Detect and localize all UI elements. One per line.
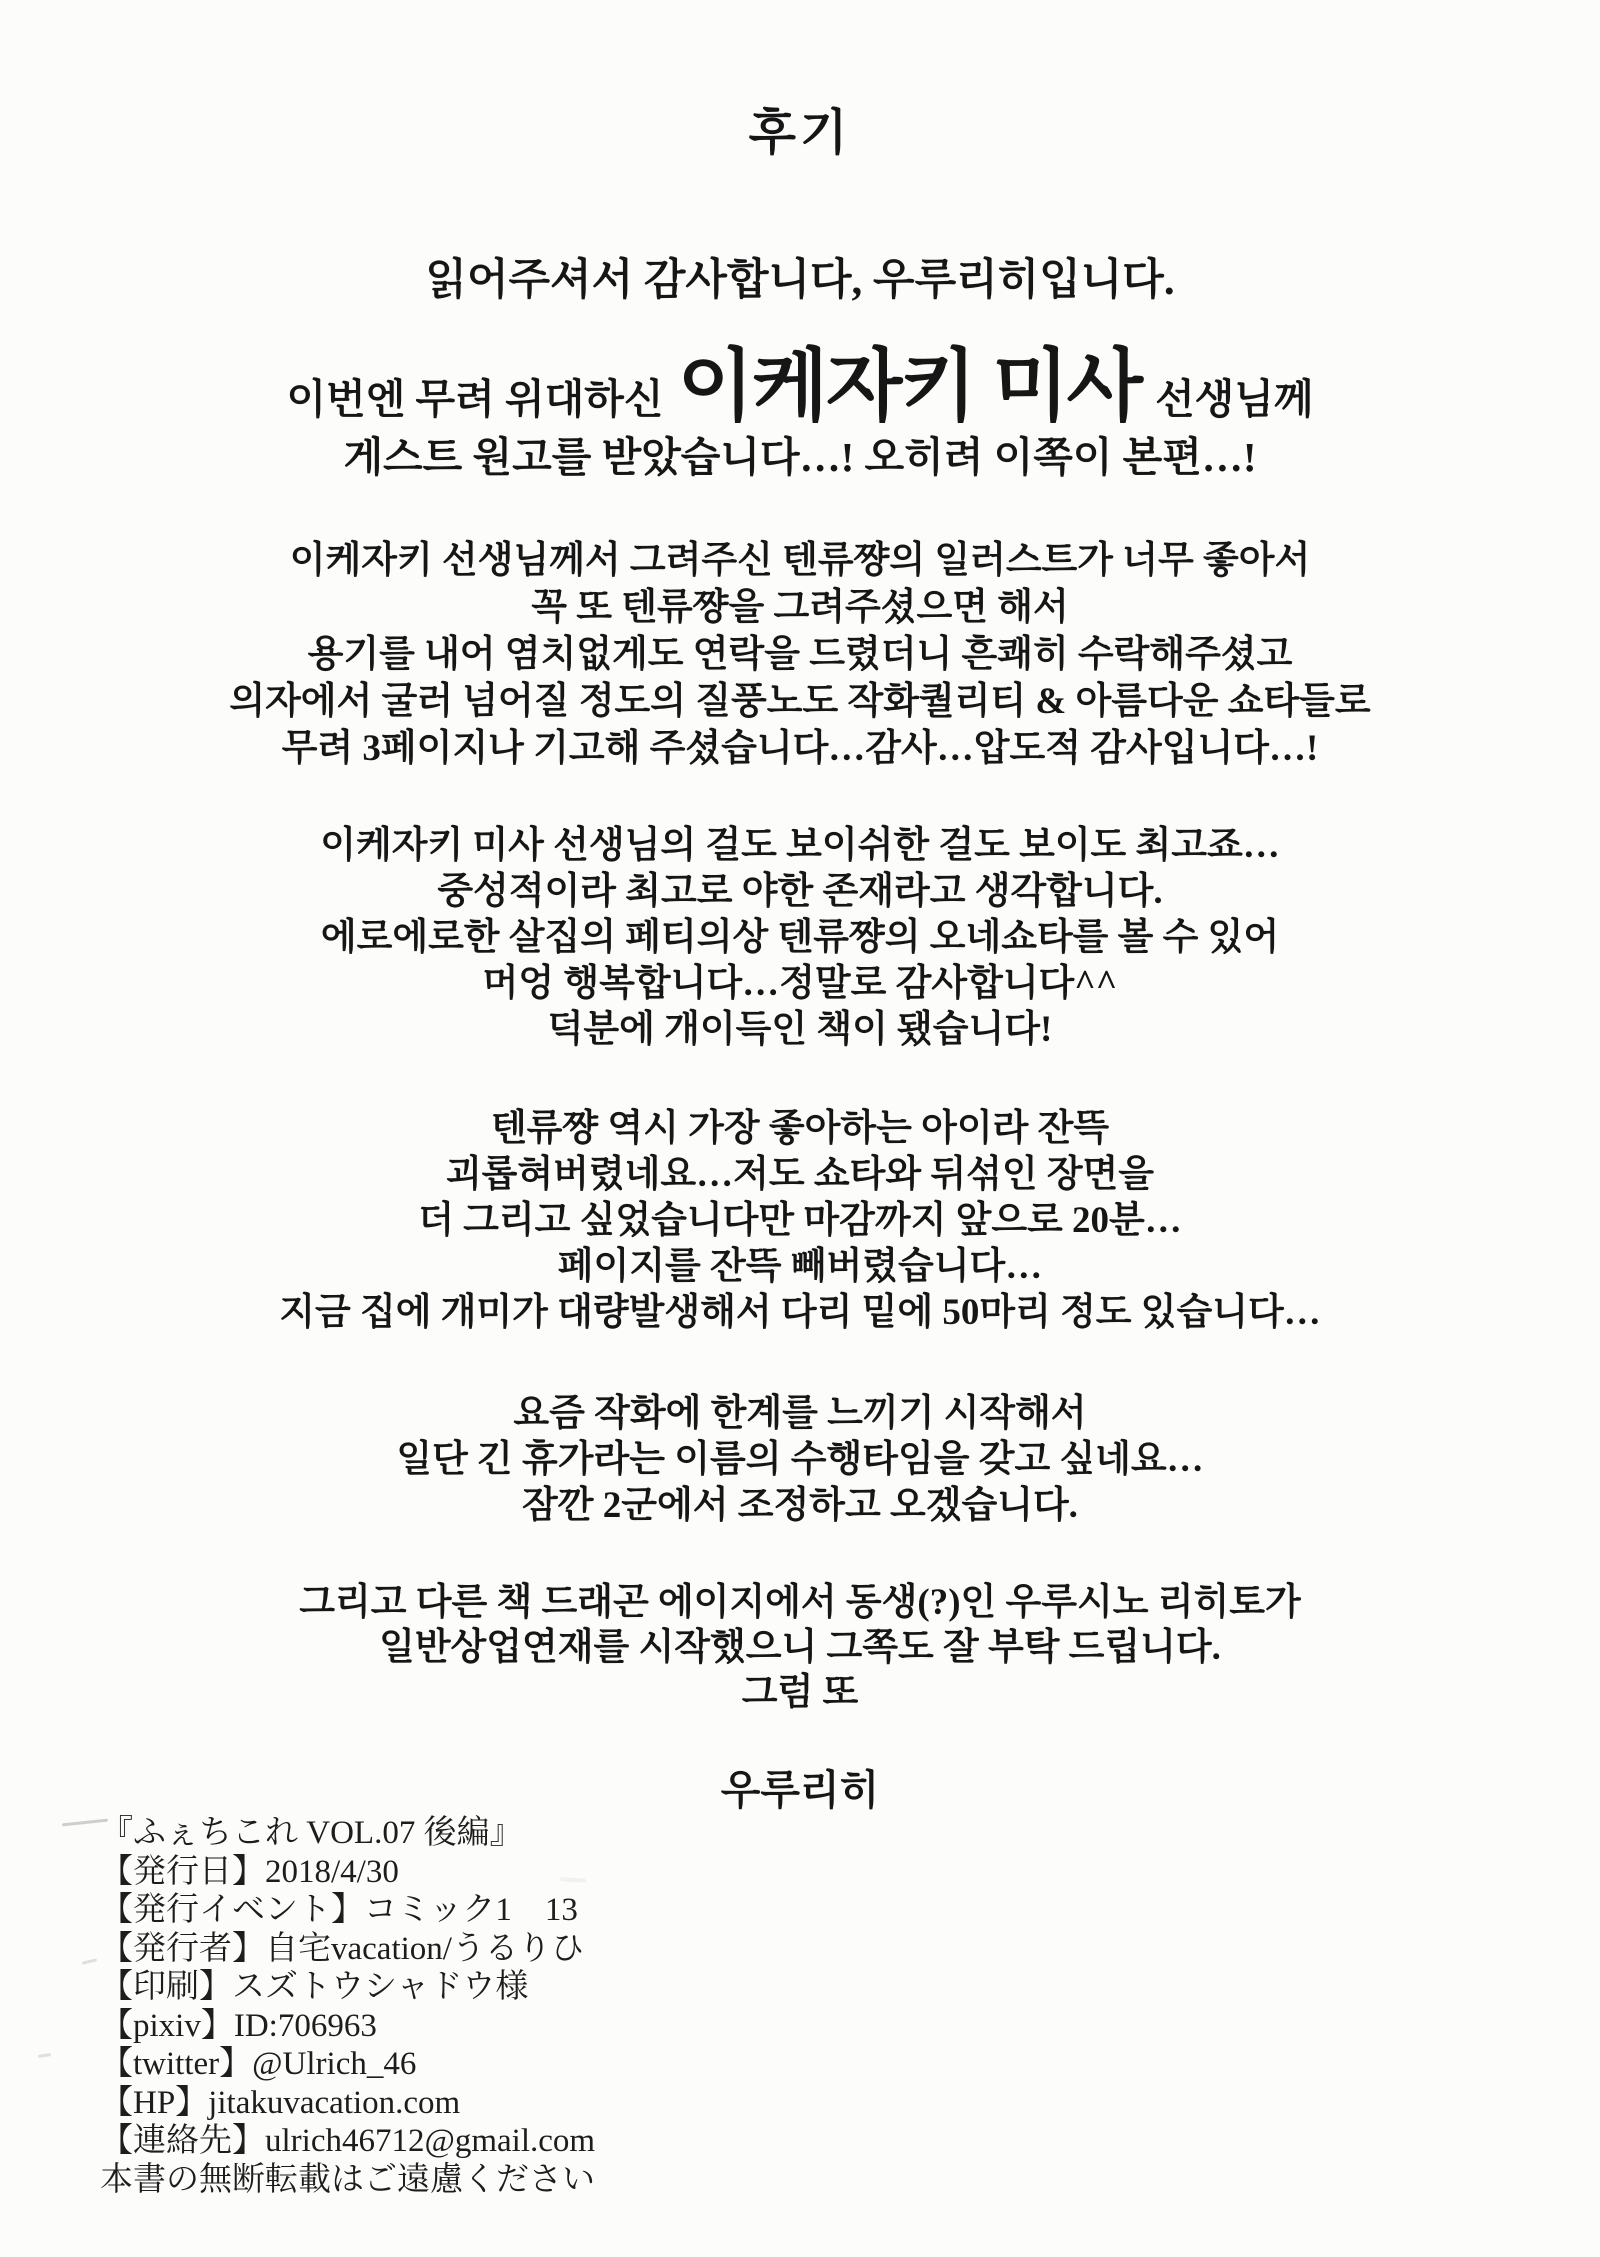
paragraph-line: 요즘 작화에 한계를 느끼기 시작해서 <box>513 1393 1087 1434</box>
colophon-line-event: 【発行イベント】コミック1 13 <box>100 1892 578 1928</box>
paragraph <box>0 1106 1600 1336</box>
paragraph-line: 일단 긴 휴가라는 이름의 수행타임을 갖고 싶네요… <box>396 1439 1204 1480</box>
paragraph-line: 잠깐 2군에서 조정하고 오겠습니다. <box>522 1485 1078 1526</box>
paragraph-line: 텐류쨩 역시 가장 좋아하는 아이라 잔뜩 <box>490 1108 1110 1149</box>
author-signature: 우루리히 <box>720 1767 880 1813</box>
guest-intro-before: 이번엔 무려 위대하신 <box>286 376 664 422</box>
paragraph-line: 지금 집에 개미가 대량발생해서 다리 밑에 50마리 정도 있습니다… <box>279 1292 1321 1333</box>
scan-artifact <box>38 2053 51 2058</box>
guest-intro-line <box>0 344 1600 431</box>
colophon-line-book-title: 『ふぇちこれ VOL.07 後編』 <box>100 1815 523 1851</box>
paragraph-line: 에로에로한 살집의 페티의상 텐류쨩의 오네쇼타를 볼 수 있어 <box>320 917 1280 958</box>
paragraph <box>0 1391 1600 1529</box>
page-title: 후기 <box>748 105 852 160</box>
colophon-line-pixiv: 【pixiv】ID:706963 <box>100 2007 377 2044</box>
colophon-line-twitter: 【twitter】@Ulrich_46 <box>100 2046 417 2082</box>
colophon-line-notice: 本書の無断転載はご遠慮ください <box>100 2161 595 2198</box>
colophon <box>100 1814 595 2199</box>
colophon-line-contact: 【連絡先】ulrich46712@gmail.com <box>100 2123 596 2159</box>
paragraph-line: 꼭 또 텐류쨩을 그려주셨으면 해서 <box>531 587 1069 628</box>
paragraph-line: 더 그리고 싶었습니다만 마감까지 앞으로 20분… <box>418 1200 1182 1241</box>
paragraph-line: 머엉 행복합니다…정말로 감사합니다^^ <box>482 963 1118 1004</box>
guest-artist-name: 이케자키 미사 <box>677 344 1142 431</box>
paragraph-line: 그리고 다른 책 드래곤 에이지에서 동생(?)인 우루시노 리히토가 <box>299 1582 1301 1623</box>
paragraph-line: 용기를 내어 염치없게도 연락을 드렸더니 흔쾌히 수락해주셨고 <box>307 634 1293 675</box>
paragraph-line: 괴롭혀버렸네요…저도 쇼타와 뒤섞인 장면을 <box>445 1154 1155 1195</box>
greeting-line: 읽어주셔서 감사합니다, 우루리히입니다. <box>425 257 1175 304</box>
paragraph-line: 일반상업연재를 시작했으니 그쪽도 잘 부탁 드립니다. <box>379 1627 1221 1668</box>
paragraph-line: 페이지를 잔뜩 빼버렸습니다… <box>557 1246 1043 1287</box>
guest-intro-line-2: 게스트 원고를 받았습니다…! 오히려 이쪽이 본편…! <box>343 434 1257 480</box>
colophon-line-publish-date: 【発行日】2018/4/30 <box>100 1853 399 1890</box>
paragraph-line: 이케자키 미사 선생님의 걸도 보이쉬한 걸도 보이도 최고죠… <box>320 825 1280 866</box>
paragraph-line: 덕분에 개이득인 책이 됐습니다! <box>547 1009 1053 1050</box>
colophon-line-printer: 【印刷】スズトウシャドウ様 <box>100 1969 529 2005</box>
paragraph-line: 중성적이라 최고로 야한 존재라고 생각합니다. <box>437 871 1163 912</box>
colophon-line-homepage: 【HP】jitakuvacation.com <box>100 2084 461 2121</box>
scan-artifact <box>82 1958 97 1965</box>
paragraph <box>0 537 1600 772</box>
paragraph-line: 이케자키 선생님께서 그려주신 텐류쨩의 일러스트가 너무 좋아서 <box>289 540 1311 581</box>
paragraph-line: 그럼 또 <box>741 1672 859 1713</box>
paragraph <box>0 823 1600 1053</box>
colophon-line-publisher: 【発行者】自宅vacation/うるりひ <box>100 1930 584 1967</box>
paragraph-line: 의자에서 굴러 넘어질 정도의 질풍노도 작화퀄리티 & 아름다운 쇼타들로 <box>229 681 1371 722</box>
guest-intro-after: 선생님께 <box>1155 376 1314 422</box>
paragraph <box>0 1580 1600 1715</box>
paragraph-line: 무려 3페이지나 기고해 주셨습니다…감사…압도적 감사입니다…! <box>281 728 1319 769</box>
